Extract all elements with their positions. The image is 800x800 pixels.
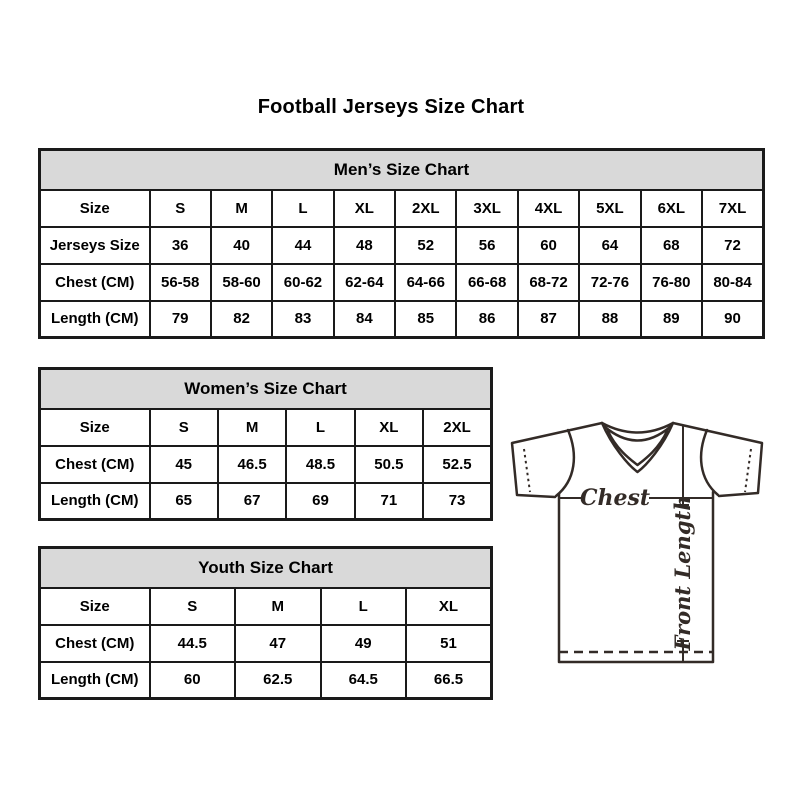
cell-value: 67 (218, 483, 286, 520)
cell-value: L (272, 190, 333, 227)
table-title: Women’s Size Chart (40, 369, 492, 409)
cell-value: 83 (272, 301, 333, 338)
cell-value: 64 (579, 227, 640, 264)
cell-value: 73 (423, 483, 491, 520)
cell-value: 49 (321, 625, 407, 662)
front-length-label: Front Length (670, 495, 695, 651)
table-row (40, 190, 764, 227)
cell-value: XL (406, 588, 492, 625)
page-title: Football Jerseys Size Chart (257, 96, 525, 118)
cell-value: 60 (518, 227, 579, 264)
cell-value: L (286, 409, 354, 446)
cell-value: 48.5 (286, 446, 354, 483)
cell-value: 71 (355, 483, 423, 520)
sleeve-stitch-right-dashed (745, 449, 751, 492)
cell-value: 66.5 (406, 662, 492, 699)
cell-value: 62-64 (334, 264, 395, 301)
cell-value: 82 (211, 301, 272, 338)
cell-value: XL (355, 409, 423, 446)
cell-value: 65 (150, 483, 218, 520)
sleeve-stitch-left-dashed (524, 449, 530, 492)
cell-value: 52.5 (423, 446, 491, 483)
row-label: Length (CM) (40, 483, 150, 520)
cell-value: 58-60 (211, 264, 272, 301)
cell-value: S (150, 190, 211, 227)
table-row (40, 227, 764, 264)
cell-value: L (321, 588, 407, 625)
cell-value: 62.5 (235, 662, 321, 699)
cell-value: 64-66 (395, 264, 456, 301)
chest-label: Chest (579, 485, 651, 511)
cell-value: 64.5 (321, 662, 407, 699)
cell-value: 2XL (395, 190, 456, 227)
table-title-row (40, 548, 492, 588)
cell-value: 85 (395, 301, 456, 338)
cell-value: 4XL (518, 190, 579, 227)
cell-value: 56 (456, 227, 517, 264)
table-row (40, 446, 492, 483)
cell-value: 60-62 (272, 264, 333, 301)
row-label: Jerseys Size (40, 227, 150, 264)
cell-value: 36 (150, 227, 211, 264)
cell-value: 46.5 (218, 446, 286, 483)
cell-value: 84 (334, 301, 395, 338)
cell-value: S (150, 588, 236, 625)
cell-value: 7XL (702, 190, 763, 227)
cell-value: 60 (150, 662, 236, 699)
table-title-row (40, 369, 492, 409)
cell-value: 66-68 (456, 264, 517, 301)
row-label: Chest (CM) (40, 446, 150, 483)
cell-value: 56-58 (150, 264, 211, 301)
row-label: Chest (CM) (40, 264, 150, 301)
row-label: Size (40, 588, 150, 625)
cell-value: M (235, 588, 321, 625)
cell-value: 86 (456, 301, 517, 338)
cell-value: 87 (518, 301, 579, 338)
cell-value: 50.5 (355, 446, 423, 483)
row-label: Size (40, 190, 150, 227)
cell-value: 88 (579, 301, 640, 338)
cell-value: M (211, 190, 272, 227)
jersey-right-armhole (701, 430, 718, 495)
row-label: Chest (CM) (40, 625, 150, 662)
cell-value: 48 (334, 227, 395, 264)
cell-value: 52 (395, 227, 456, 264)
table-row (40, 625, 492, 662)
jersey-left-armhole (556, 430, 574, 496)
cell-value: 68-72 (518, 264, 579, 301)
mens-size-table (38, 148, 765, 339)
table-title: Men’s Size Chart (40, 150, 764, 190)
cell-value: 3XL (456, 190, 517, 227)
cell-value: 68 (641, 227, 702, 264)
cell-value: 51 (406, 625, 492, 662)
table-title-row (40, 150, 764, 190)
womens-size-table (38, 367, 493, 521)
cell-value: 80-84 (702, 264, 763, 301)
table-row (40, 301, 764, 338)
row-label: Length (CM) (40, 301, 150, 338)
jersey-right-sleeve (673, 423, 762, 496)
row-label: Size (40, 409, 150, 446)
cell-value: 90 (702, 301, 763, 338)
table-row (40, 588, 492, 625)
cell-value: 44.5 (150, 625, 236, 662)
cell-value: 89 (641, 301, 702, 338)
row-label: Length (CM) (40, 662, 150, 699)
cell-value: 5XL (579, 190, 640, 227)
cell-value: 6XL (641, 190, 702, 227)
cell-value: 47 (235, 625, 321, 662)
jersey-measurement-diagram (505, 408, 770, 668)
table-title: Youth Size Chart (40, 548, 492, 588)
table-row (40, 409, 492, 446)
cell-value: S (150, 409, 218, 446)
cell-value: 79 (150, 301, 211, 338)
cell-value: 44 (272, 227, 333, 264)
cell-value: 72-76 (579, 264, 640, 301)
cell-value: 69 (286, 483, 354, 520)
youth-size-table (38, 546, 493, 700)
table-row (40, 264, 764, 301)
table-row (40, 483, 492, 520)
cell-value: 45 (150, 446, 218, 483)
cell-value: 40 (211, 227, 272, 264)
cell-value: 72 (702, 227, 763, 264)
cell-value: M (218, 409, 286, 446)
table-row (40, 662, 492, 699)
cell-value: 76-80 (641, 264, 702, 301)
jersey-collar-back (602, 423, 673, 433)
cell-value: 2XL (423, 409, 491, 446)
cell-value: XL (334, 190, 395, 227)
